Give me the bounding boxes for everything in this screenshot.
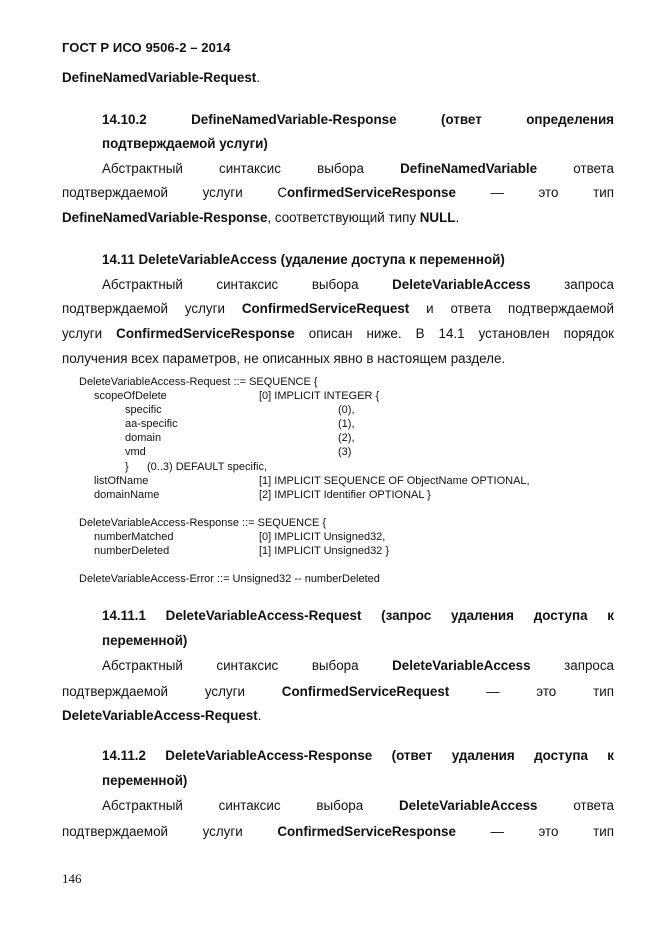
term: DefineNamedVariable-Response: [62, 210, 268, 225]
text: услуги: [62, 326, 117, 341]
text: тип: [593, 684, 614, 699]
code-field-name: numberMatched: [94, 531, 174, 543]
text: Абстрактный: [102, 161, 183, 176]
text: .: [256, 70, 260, 85]
heading-text: к: [607, 748, 614, 763]
text: —: [486, 684, 500, 699]
text: получения всех параметров, не описанных явно в настоящем разделе.: [62, 351, 506, 366]
heading-text: 14.11.1 DeleteVariableAccess-Request: [102, 608, 362, 623]
paragraph-line: [102, 276, 614, 294]
text: выбора: [311, 658, 359, 673]
term: ConfirmedServiceRequest: [281, 684, 450, 699]
heading-text: 14.11 DeleteVariableAccess (удаление доступа к переменной): [102, 252, 505, 267]
section-heading-14-10-2: [102, 111, 614, 129]
code-enum-value: (2),: [338, 432, 355, 444]
term: DefineNamedVariable: [400, 161, 538, 176]
section-heading-14-11-1: [102, 607, 614, 625]
code-field-name: domainName: [94, 489, 160, 501]
page-number: 146: [62, 871, 82, 886]
text: —: [490, 824, 504, 839]
document-header: ГОСТ Р ИСО 9506-2 – 2014: [62, 40, 231, 55]
paragraph-line: [62, 823, 614, 841]
paragraph-line: [62, 184, 614, 202]
section-heading-14-11-2-cont: [102, 772, 614, 790]
text: ответа: [573, 798, 614, 813]
text: синтаксис: [218, 798, 281, 813]
code-enum-name: vmd: [125, 446, 146, 458]
text: синтаксис: [216, 277, 279, 292]
text: Абстрактный: [102, 798, 183, 813]
text: тип: [593, 185, 614, 200]
text: описан ниже. В 14.1 установлен порядок: [294, 326, 614, 341]
text: тип: [593, 824, 614, 839]
heading-text: доступа: [534, 748, 588, 763]
paragraph-line: [62, 707, 614, 725]
code-enum-name: specific: [125, 404, 162, 416]
text: запроса: [564, 277, 614, 292]
code-field-type: [0] IMPLICIT Unsigned32,: [259, 531, 386, 543]
heading-text: подтверждаемой услуги): [102, 136, 268, 151]
text: Абстрактный: [102, 658, 183, 673]
heading-text: переменной): [102, 633, 188, 648]
text: синтаксис: [216, 658, 279, 673]
heading-text: доступа: [533, 608, 588, 623]
code-field-type: [2] IMPLICIT Identifier OPTIONAL }: [259, 489, 431, 501]
heading-text: 14.10.2 DefineNamedVariable-Response: [102, 112, 397, 127]
code-field-type: [0] IMPLICIT INTEGER {: [259, 390, 380, 402]
text: .: [455, 210, 460, 225]
term: NULL: [419, 210, 456, 225]
text: выбора: [317, 161, 364, 176]
text: услуги: [202, 824, 243, 839]
code-field-type: [1] IMPLICIT SEQUENCE OF ObjectName OPTIONAL,: [259, 475, 530, 487]
paragraph-line: [102, 160, 614, 178]
term: DeleteVariableAccess: [399, 798, 538, 813]
paragraph-line: [62, 69, 614, 87]
term: DefineNamedVariable-Request: [62, 70, 257, 85]
text: запроса: [564, 658, 614, 673]
code-line: DeleteVariableAccess-Request ::= SEQUENCE {: [79, 376, 318, 388]
paragraph-line: [62, 300, 614, 318]
section-heading-14-10-2-cont: [102, 135, 614, 153]
term: DeleteVariableAccess: [392, 277, 531, 292]
section-heading-14-11: [102, 251, 614, 269]
paragraph-line: [102, 797, 614, 815]
heading-text: переменной): [102, 773, 188, 788]
text: выбора: [316, 798, 364, 813]
heading-text: (запрос: [381, 608, 432, 623]
text: подтверждаемой: [62, 684, 169, 699]
text: это: [536, 684, 557, 699]
term: DeleteVariableAccess: [392, 658, 531, 673]
text: подтверждаемой: [62, 824, 169, 839]
heading-text: (ответ: [391, 748, 433, 763]
text: ответа: [573, 161, 614, 176]
paragraph-line: [62, 209, 614, 227]
heading-text: удаления: [451, 748, 515, 763]
paragraph-line: [102, 657, 614, 675]
term: ConfirmedServiceResponse: [116, 326, 295, 341]
text: подтверждаемой услуги: [62, 301, 242, 316]
code-field-name: listOfName: [94, 475, 149, 487]
text: услуги: [202, 185, 243, 200]
text: .: [257, 708, 262, 723]
code-line: DeleteVariableAccess-Error ::= Unsigned32 -- numberDeleted: [79, 573, 380, 585]
text: —: [490, 185, 504, 200]
text: подтверждаемой: [62, 185, 169, 200]
term: ConfirmedServiceResponse: [277, 824, 456, 839]
text: услуги: [204, 684, 245, 699]
paragraph-line: [62, 350, 614, 368]
text: это: [538, 185, 559, 200]
text: , соответствующий типу: [267, 210, 420, 225]
heading-text: к: [607, 608, 614, 623]
section-heading-14-11-2: [102, 747, 614, 765]
paragraph-line: [62, 325, 614, 343]
term: ConfirmedServiceRequest: [241, 301, 410, 316]
text: синтаксис: [219, 161, 281, 176]
code-field-name: numberDeleted: [94, 545, 170, 557]
paragraph-line: [62, 683, 614, 701]
section-heading-14-11-1-cont: [102, 632, 614, 650]
heading-text: 14.11.2 DeleteVariableAccess-Response: [102, 748, 373, 763]
code-field-type: [1] IMPLICIT Unsigned32 }: [259, 545, 390, 557]
heading-text: (ответ: [441, 112, 482, 127]
text: это: [538, 824, 559, 839]
code-enum-value: (0),: [338, 404, 355, 416]
code-enum-name: aa-specific: [125, 418, 178, 430]
code-enum-value: (3): [338, 446, 352, 458]
code-field-name: scopeOfDelete: [94, 390, 167, 402]
code-enum-name: domain: [125, 432, 162, 444]
heading-text: определения: [526, 112, 614, 127]
term: ConfirmedServiceResponse: [277, 185, 456, 200]
heading-text: удаления: [451, 608, 514, 623]
text: и ответа подтверждаемой: [409, 301, 614, 316]
text: выбора: [311, 277, 359, 292]
code-enum-value: (1),: [338, 418, 355, 430]
term: DeleteVariableAccess-Request: [62, 708, 258, 723]
code-line: DeleteVariableAccess-Response ::= SEQUENCE {: [79, 517, 327, 529]
text: Абстрактный: [102, 277, 183, 292]
code-line: } (0..3) DEFAULT specific,: [125, 461, 268, 473]
